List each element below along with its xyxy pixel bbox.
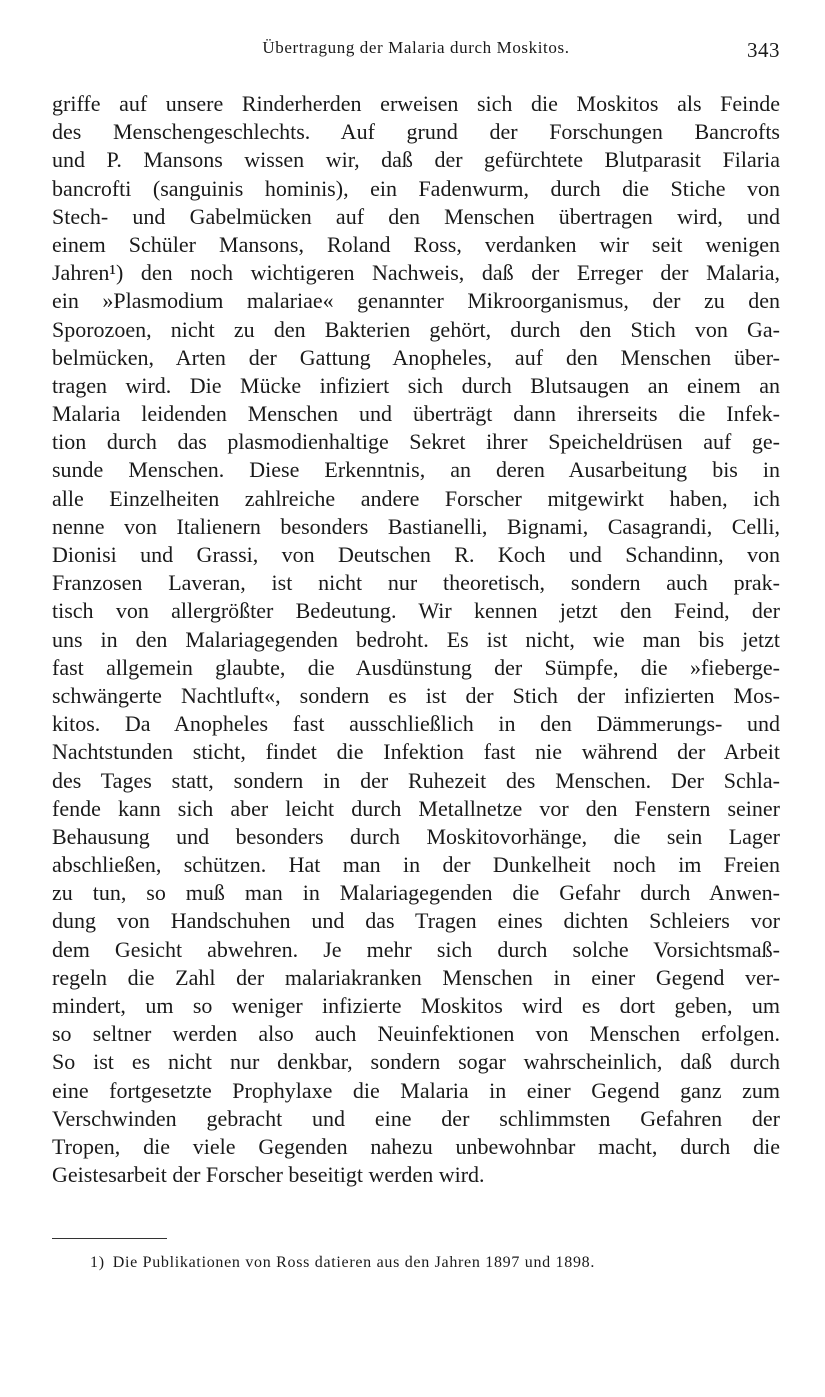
text-line: tragen wird. Die Mücke infiziert sich durch Blutsaugen an einem an — [52, 372, 780, 398]
footnote-rule — [52, 1238, 167, 1239]
footnote — [90, 1254, 595, 1272]
text-line: fast allgemein glaubte, die Ausdünstung der Sümpfe, die »fieberge- — [52, 654, 780, 680]
text-line: so seltner werden also auch Neuinfektionen von Menschen erfolgen. — [52, 1021, 780, 1047]
text-line: Verschwinden gebracht und eine der schlimmsten Gefahren der — [52, 1105, 780, 1131]
footnote-marker: 1) — [90, 1254, 105, 1271]
text-line: kitos. Da Anopheles fast ausschließlich in den Dämmerungs- und — [52, 711, 780, 737]
text-line: bancrofti (sanguinis hominis), ein Fadenwurm, durch die Stiche von — [52, 175, 780, 201]
text-line: ein »Plasmodium malariae« genannter Mikroorganismus, der zu den — [52, 288, 780, 314]
text-line: mindert, um so weniger infizierte Moskitos wird es dort geben, um — [52, 993, 780, 1018]
text-line: dung von Handschuhen und das Tragen eines dichten Schleiers vor — [52, 908, 780, 934]
body-text — [52, 90, 780, 1189]
text-line: Sporozoen, nicht zu den Bakterien gehört, durch den Stich von Ga- — [52, 316, 780, 342]
text-line: Stech- und Gabelmücken auf den Menschen übertragen wird, und — [52, 203, 780, 229]
text-line: Dionisi und Grassi, von Deutschen R. Koch und Schandinn, von — [52, 542, 780, 567]
text-line: schwängerte Nachtluft«, sondern es ist der Stich der infizierten Mos- — [52, 682, 780, 708]
text-line: des Tages statt, sondern in der Ruhezeit des Menschen. Der Schla- — [52, 767, 780, 793]
footnote-text: Die Publikationen von Ross datieren aus den Jahren 1897 und 1898. — [112, 1254, 596, 1271]
text-line: eine fortgesetzte Prophylaxe die Malaria in einer Gegend ganz zum — [52, 1077, 780, 1103]
text-line: Tropen, die viele Gegenden nahezu unbewohnbar macht, durch die — [52, 1133, 780, 1159]
text-line: uns in den Malariagegenden bedroht. Es ist nicht, wie man bis jetzt — [52, 626, 780, 652]
text-line: alle Einzelheiten zahlreiche andere Forscher mitgewirkt haben, ich — [52, 485, 780, 511]
text-line: zu tun, so muß man in Malariagegenden die Gefahr durch Anwen- — [52, 880, 780, 906]
text-line: tisch von allergrößter Bedeutung. Wir kennen jetzt den Feind, der — [52, 598, 780, 624]
text-line: einem Schüler Mansons, Roland Ross, verdanken wir seit wenigen — [52, 231, 780, 257]
text-line: des Menschengeschlechts. Auf grund der Forschungen Bancrofts — [52, 119, 780, 145]
text-line: belmücken, Arten der Gattung Anopheles, auf den Menschen über- — [52, 344, 780, 370]
text-line: fende kann sich aber leicht durch Metallnetze vor den Fenstern seiner — [52, 795, 780, 821]
text-line: sunde Menschen. Diese Erkenntnis, an deren Ausarbeitung bis in — [52, 457, 780, 483]
text-line: Malaria leidenden Menschen und überträgt dann ihrerseits die Infek- — [52, 401, 780, 427]
text-line-last: Geistesarbeit der Forscher beseitigt werden wird. — [52, 1162, 485, 1188]
text-line: griffe auf unsere Rinderherden erweisen sich die Moskitos als Feinde — [52, 91, 780, 116]
text-line: abschließen, schützen. Hat man in der Dunkelheit noch im Freien — [52, 852, 780, 878]
text-line: nenne von Italienern besonders Bastianelli, Bignami, Casagrandi, Celli, — [52, 513, 780, 539]
text-line: Behausung und besonders durch Moskitovorhänge, die sein Lager — [52, 823, 780, 849]
text-line: Jahren¹) den noch wichtigeren Nachweis, daß der Erreger der Malaria, — [52, 260, 780, 286]
text-line: regeln die Zahl der malariakranken Menschen in einer Gegend ver- — [52, 964, 780, 990]
page-number: 343 — [747, 38, 780, 62]
text-line: So ist es nicht nur denkbar, sondern sogar wahrscheinlich, daß durch — [52, 1049, 780, 1075]
text-line: tion durch das plasmodienhaltige Sekret ihrer Speicheldrüsen auf ge- — [52, 429, 780, 455]
running-head — [52, 34, 780, 64]
text-line: Nachtstunden sticht, findet die Infektion fast nie während der Arbeit — [52, 739, 780, 765]
text-line: und P. Mansons wissen wir, daß der gefürchtete Blutparasit Filaria — [52, 147, 780, 173]
running-title: Übertragung der Malaria durch Moskitos. — [262, 38, 570, 57]
text-line: dem Gesicht abwehren. Je mehr sich durch solche Vorsichtsmaß- — [52, 936, 780, 962]
text-line: Franzosen Laveran, ist nicht nur theoretisch, sondern auch prak- — [52, 570, 780, 596]
